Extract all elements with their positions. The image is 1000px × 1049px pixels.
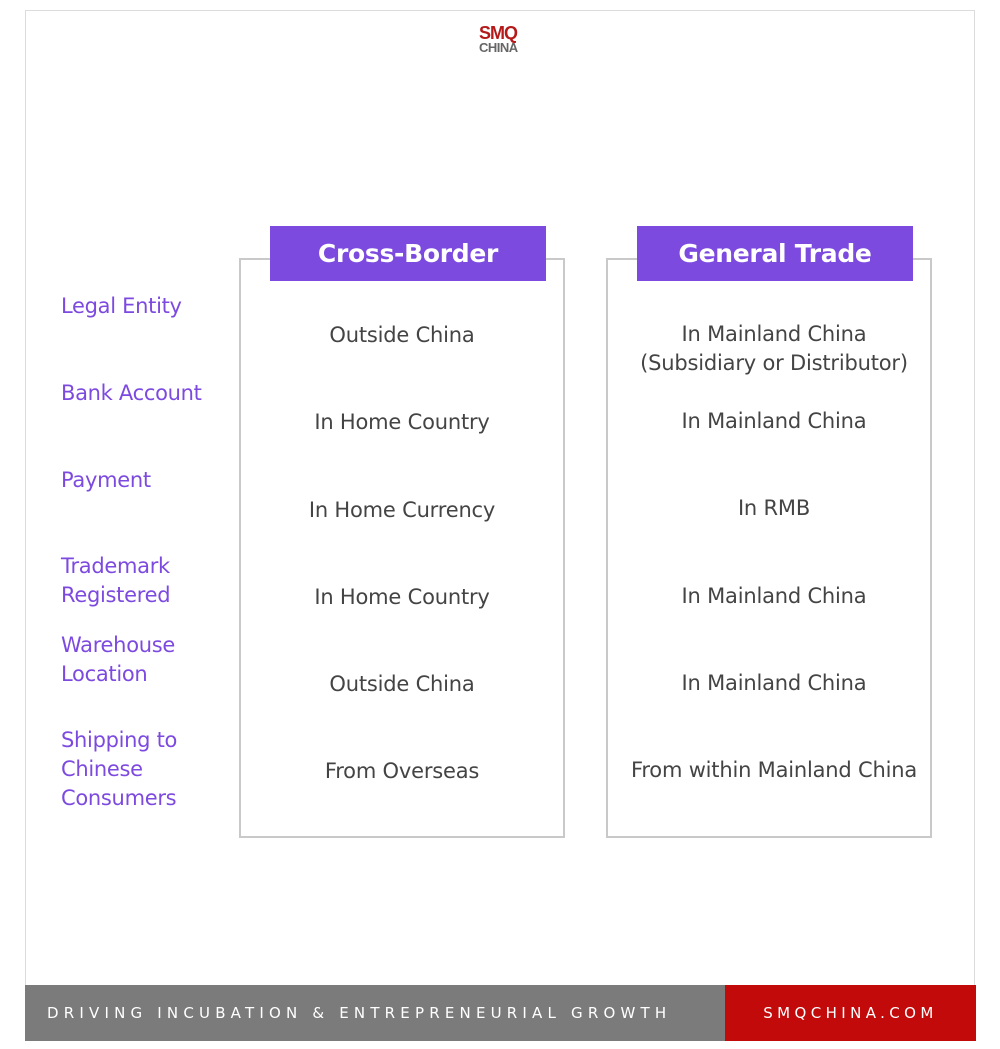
footer-website-link[interactable]: SMQCHINA.COM (763, 1004, 938, 1022)
cross-border-cell-legal-entity: Outside China (329, 323, 475, 347)
logo-line-2: CHINA (479, 40, 518, 55)
row-label-line: Warehouse (61, 633, 176, 657)
row-label-trademark-registered (61, 552, 231, 610)
cell-line: In Mainland China (681, 322, 867, 346)
footer-tagline-bar (25, 985, 725, 1041)
row-label-legal-entity: Legal Entity (61, 294, 182, 318)
general-trade-cell-legal-entity (611, 320, 937, 378)
cell-line: (Subsidiary or Distributor) (640, 351, 908, 375)
cross-border-cell-payment: In Home Currency (308, 498, 496, 522)
row-label-line: Chinese (61, 757, 143, 781)
footer-tagline: DRIVING INCUBATION & ENTREPRENEURIAL GROWTH (47, 1004, 672, 1022)
logo-line-1: SMQ (479, 23, 518, 43)
row-label-bank-account: Bank Account (61, 381, 202, 405)
general-trade-cell-warehouse: In Mainland China (681, 671, 867, 695)
cross-border-cell-bank-account: In Home Country (314, 410, 490, 434)
general-trade-cell-shipping: From within Mainland China (630, 758, 917, 782)
row-label-line: Location (61, 662, 148, 686)
row-label-warehouse-location (61, 631, 231, 689)
cross-border-header: Cross-Border (270, 226, 546, 281)
cross-border-cell-shipping: From Overseas (324, 759, 480, 783)
general-trade-cell-trademark: In Mainland China (681, 584, 867, 608)
row-label-line: Registered (61, 583, 171, 607)
row-label-line: Consumers (61, 786, 177, 810)
cross-border-cell-warehouse: Outside China (329, 672, 475, 696)
row-label-payment: Payment (61, 468, 151, 492)
general-trade-cell-payment: In RMB (737, 496, 811, 520)
footer-website-bar[interactable] (725, 985, 976, 1041)
cross-border-cell-trademark: In Home Country (314, 585, 490, 609)
row-label-line: Trademark (61, 554, 170, 578)
general-trade-cell-bank-account: In Mainland China (681, 409, 867, 433)
row-label-shipping-to-chinese-consumers (61, 726, 231, 813)
row-label-line: Shipping to (61, 728, 178, 752)
general-trade-header: General Trade (637, 226, 913, 281)
smq-china-logo (479, 24, 525, 58)
